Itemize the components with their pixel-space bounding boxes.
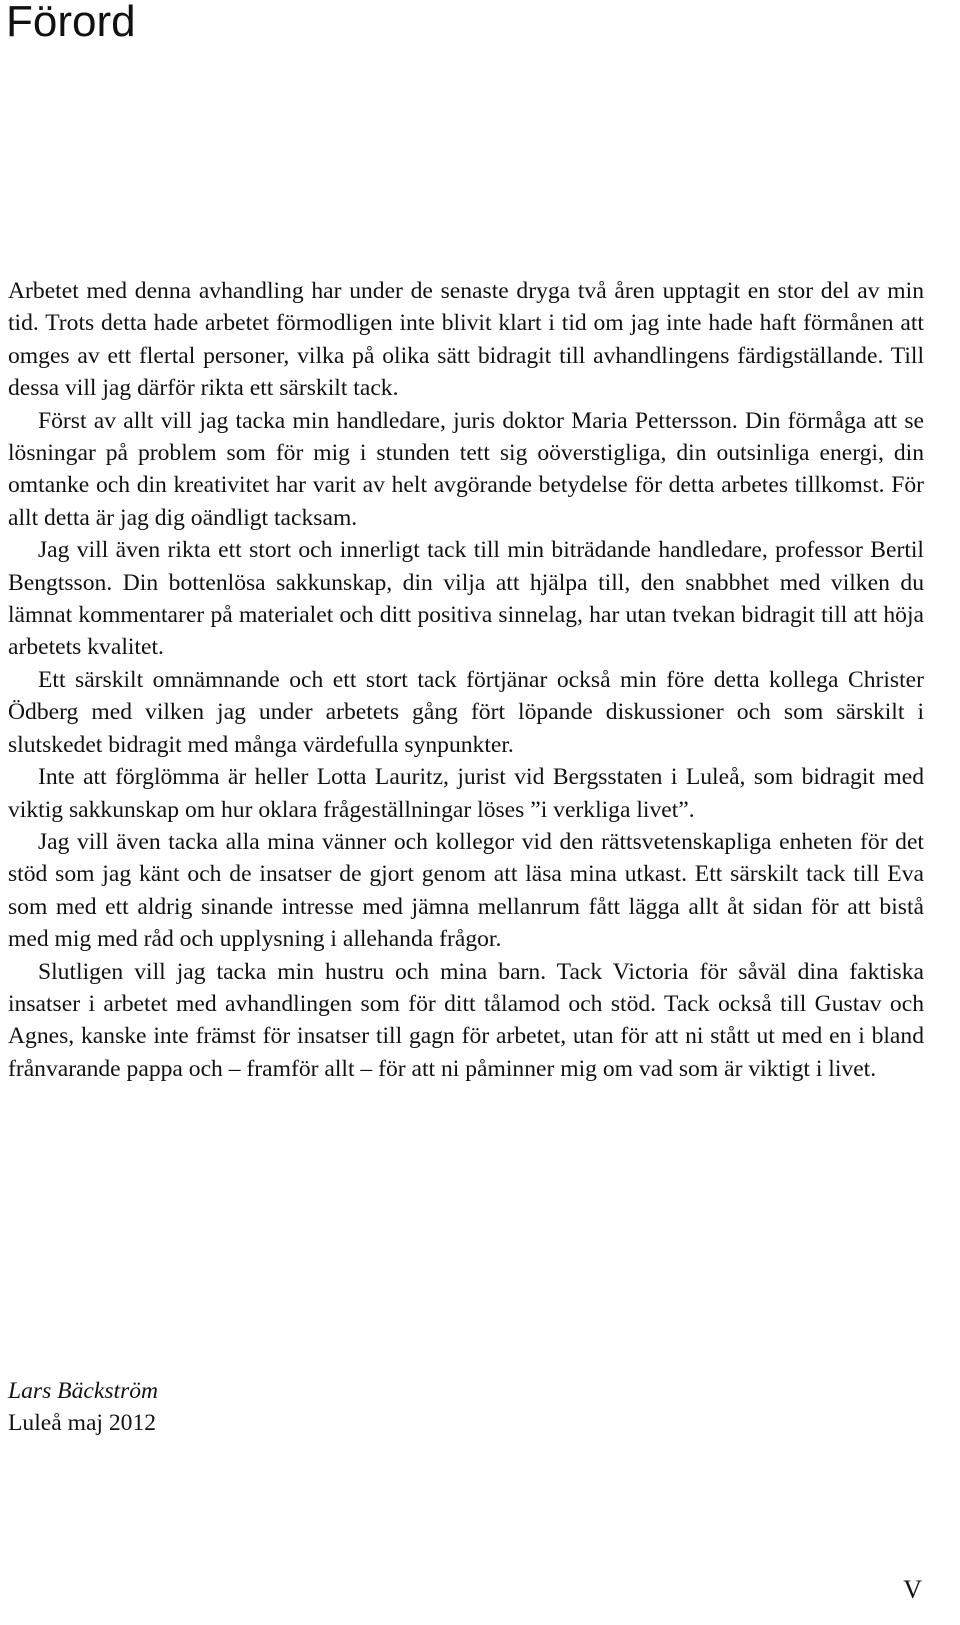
author-name: Lars Bäckström: [8, 1378, 159, 1404]
paragraph-3: Jag vill även rikta ett stort och innerligt tack till min biträdande handledare, professor Bertil Bengtsson. Din bottenlösa sakkunskap, din vilja att hjälpa till, den snabbhet med vilken du lämnat kommentarer på materialet och ditt positiva sinnelag, har utan tvekan bidragit till att höja arbetets kvalitet.: [8, 537, 924, 661]
paragraph-7: Slutligen vill jag tacka min hustru och mina barn. Tack Victoria för såväl dina faktiska insatser i arbetet med avhandlingen som för ditt tålamod och stöd. Tack också till Gustav och Agnes, kanske inte främst för insatser till gagn för arbetet, utan för att ni stått ut med en i bland frånvarande pappa och – framför allt – för att ni påminner mig om vad som är viktigt i livet.: [8, 958, 924, 1082]
paragraph-4: Ett särskilt omnämnande och ett stort tack förtjänar också min före detta kollega Christer Ödberg med vilken jag under arbetets gång fört löpande diskussioner och som särskilt i slutskedet bidragit med många värdefulla synpunkter.: [8, 666, 924, 758]
paragraph-1: Arbetet med denna avhandling har under de senaste dryga två åren upptagit en stor del av min tid. Trots detta hade arbetet förmodligen inte blivit klart i tid om jag inte hade haft förmånen att omges av ett flertal personer, vilka på olika sätt bidragit till avhandlingens färdigställande. Till dessa vill jag därför rikta ett särskilt tack.: [8, 278, 924, 402]
preface-body: [8, 275, 924, 1085]
page-title: Förord: [6, 0, 136, 46]
page-number: V: [903, 1575, 922, 1604]
signature-block: [8, 1375, 158, 1440]
paragraph-5: Inte att förglömma är heller Lotta Lauritz, jurist vid Bergsstaten i Luleå, som bidragit med viktig sakkunskap om hur oklara frågeställningar löses ”i verkliga livet”.: [8, 764, 924, 823]
place-and-date: Luleå maj 2012: [8, 1410, 157, 1437]
paragraph-2: Först av allt vill jag tacka min handledare, juris doktor Maria Pettersson. Din förmåga att se lösningar på problem som för mig i stunden tett sig oöverstigliga, din outsinliga energi, din omtanke och din kreativitet har varit av helt avgörande betydelse för detta arbetes tillkomst. För allt detta är jag dig oändligt tacksam.: [8, 407, 924, 531]
paragraph-6: Jag vill även tacka alla mina vänner och kollegor vid den rättsvetenskapliga enheten för det stöd som jag känt och de insatser de gjort genom att läsa mina utkast. Ett särskilt tack till Eva som med ett aldrig sinande intresse med jämna mellanrum fått lägga allt åt sidan för att bistå med mig med råd och upplysning i allehanda frågor.: [8, 828, 924, 953]
